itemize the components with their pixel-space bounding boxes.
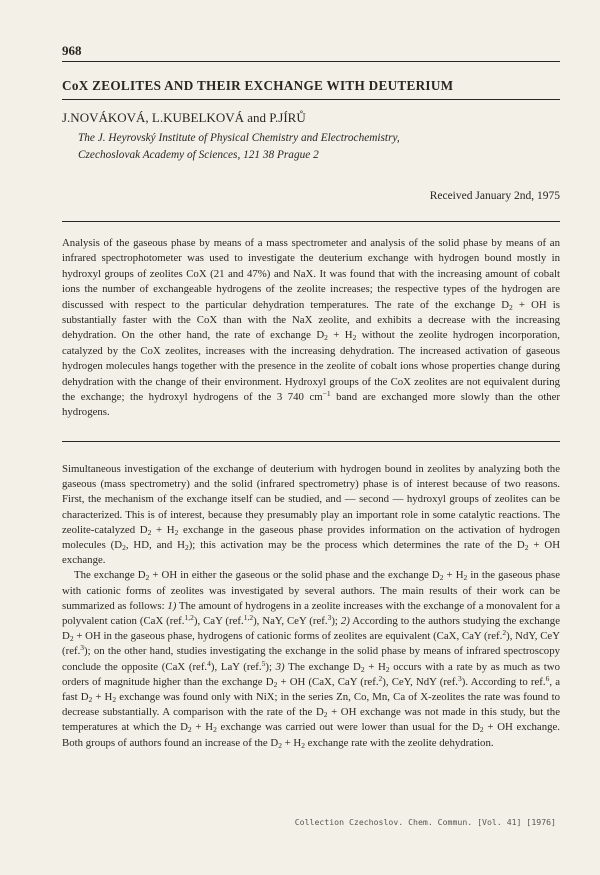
main-text: [62, 462, 560, 751]
journal-footer: Collection Czechoslov. Chem. Commun. [Vol. 41] [1976]: [294, 817, 556, 827]
paragraph-1: Simultaneous investigation of the exchange of deuterium with hydrogen bound in zeolites by analyzing both the gaseous (mass spectrometry) and the solid (infrared spectrometry) phase is of interest because of two reasons. First, the mechanism of the exchange itself can be studied, and — second — hydroxyl groups of zeolites can be characterized. This is of interest, because they presumably play an important role in some catalytic reactions. The zeolite-catalyzed $D_2 + H_2$ exchange in the gaseous phase provides information on the activation of hydrogen molecules ($D_2$, HD, and $H_2$); this activation may be the process which determines the rate of the $D_2$ + OH exchange.: [62, 463, 561, 567]
abstract-rule-bottom: [62, 441, 560, 442]
affiliation-line-2: Czechoslovak Academy of Sciences, 121 38 Prague 2: [78, 149, 319, 161]
author-list: J.NOVÁKOVÁ, L.KUBELKOVÁ and P.JÍRŮ: [62, 110, 306, 125]
abstract-text: Analysis of the gaseous phase by means of a mass spectrometer and analysis of the solid phase by means of an infrared spectrophotometer was used to investigate the deuterium exchange with hydrogen bound mostly in hydroxyl groups of zeolites CoX (21 and 47%) and NaX. It was found that with the increasing amount of cobalt ions the number of exchangeable hydrogens of the zeolite increases; the respective types of the hydrogen are discussed with respect to the particular dehydration temperatures. The rate of the exchange $D_2$ + OH is substantially faster with the CoX than with the NaX zeolite, and exhibits a decrease with the increasing dehydration. On the other hand, the rate of exchange $D_2 + H_2$ without the zeolite hydrogen incorporation, catalyzed by the CoX zeolites, increases with the increasing dehydration. The increased activation of gaseous hydrogen molecules hangs together with the presence in the zeolite of cobalt ions whose properties change during dehydration with the change of their environment. Hydroxyl groups of the CoX zeolites are not equivalent during the exchange; the hydroxyl hydrogens of the 3 740 $cm^{-1}$ band are exchanged more slowly than the other hydrogens.: [62, 237, 561, 419]
paragraph-2: The exchange $D_2$ + OH in either the gaseous or the solid phase and the exchange $D_2 + H_2$ in the gaseous phase with cationic forms of zeolites was investigated by several authors. The main results of their work can be summarized as follows: 1) The amount of hydrogens in a zeolite increases with the exchange of a monovalent for a polyvalent cation (CaX (ref.$^{1,2}$), CaY (ref.$^{1,2}$), NaY, CeY (ref.$^3$); 2) According to the authors studying the exchange $D_2$ + OH in the gaseous phase, hydrogens of cationic forms of zeolites are equivalent (CaX, CaY (ref.$^2$), NdY, CeY (ref.$^3$); on the other hand, studies investigating the exchange in the solid phase by means of infrared spectroscopy conclude the opposite (CaX (ref.$^4$), LaY (ref.$^5$); 3) The exchange $D_2 + H_2$ occurs with a rate by as much as two orders of magnitude higher than the exchange $D_2$ + OH (CaX, CaY (ref.$^2$), CeY, NdY (ref.$^3$). According to ref.$^6$, a fast $D_2 + H_2$ exchange was found only with NiX; in the series Zn, Co, Mn, Ca of X-zeolites the rate was found to decrease substantially. A comparison with the rate of the $D_2$ + OH exchange was not made in this study, but the temperatures at which the $D_2 + H_2$ exchange was carried out were lower than usual for the $D_2$ + OH exchange. Both groups of authors found an increase of the $D_2 + H_2$ exchange rate with the zeolite dehydration.: [62, 569, 561, 750]
title-rule: [62, 99, 560, 100]
page-number: 968: [62, 43, 82, 58]
article-title: CoX ZEOLITES AND THEIR EXCHANGE WITH DEUTERIUM: [62, 78, 454, 93]
received-date: Received January 2nd, 1975: [429, 190, 560, 202]
header-rule-top: [62, 61, 560, 62]
abstract: [62, 236, 560, 421]
journal-page: [62, 0, 560, 875]
affiliation-line-1: The J. Heyrovský Institute of Physical Chemistry and Electrochemistry,: [78, 132, 400, 144]
affiliation: [78, 130, 400, 164]
abstract-rule-top: [62, 221, 560, 222]
